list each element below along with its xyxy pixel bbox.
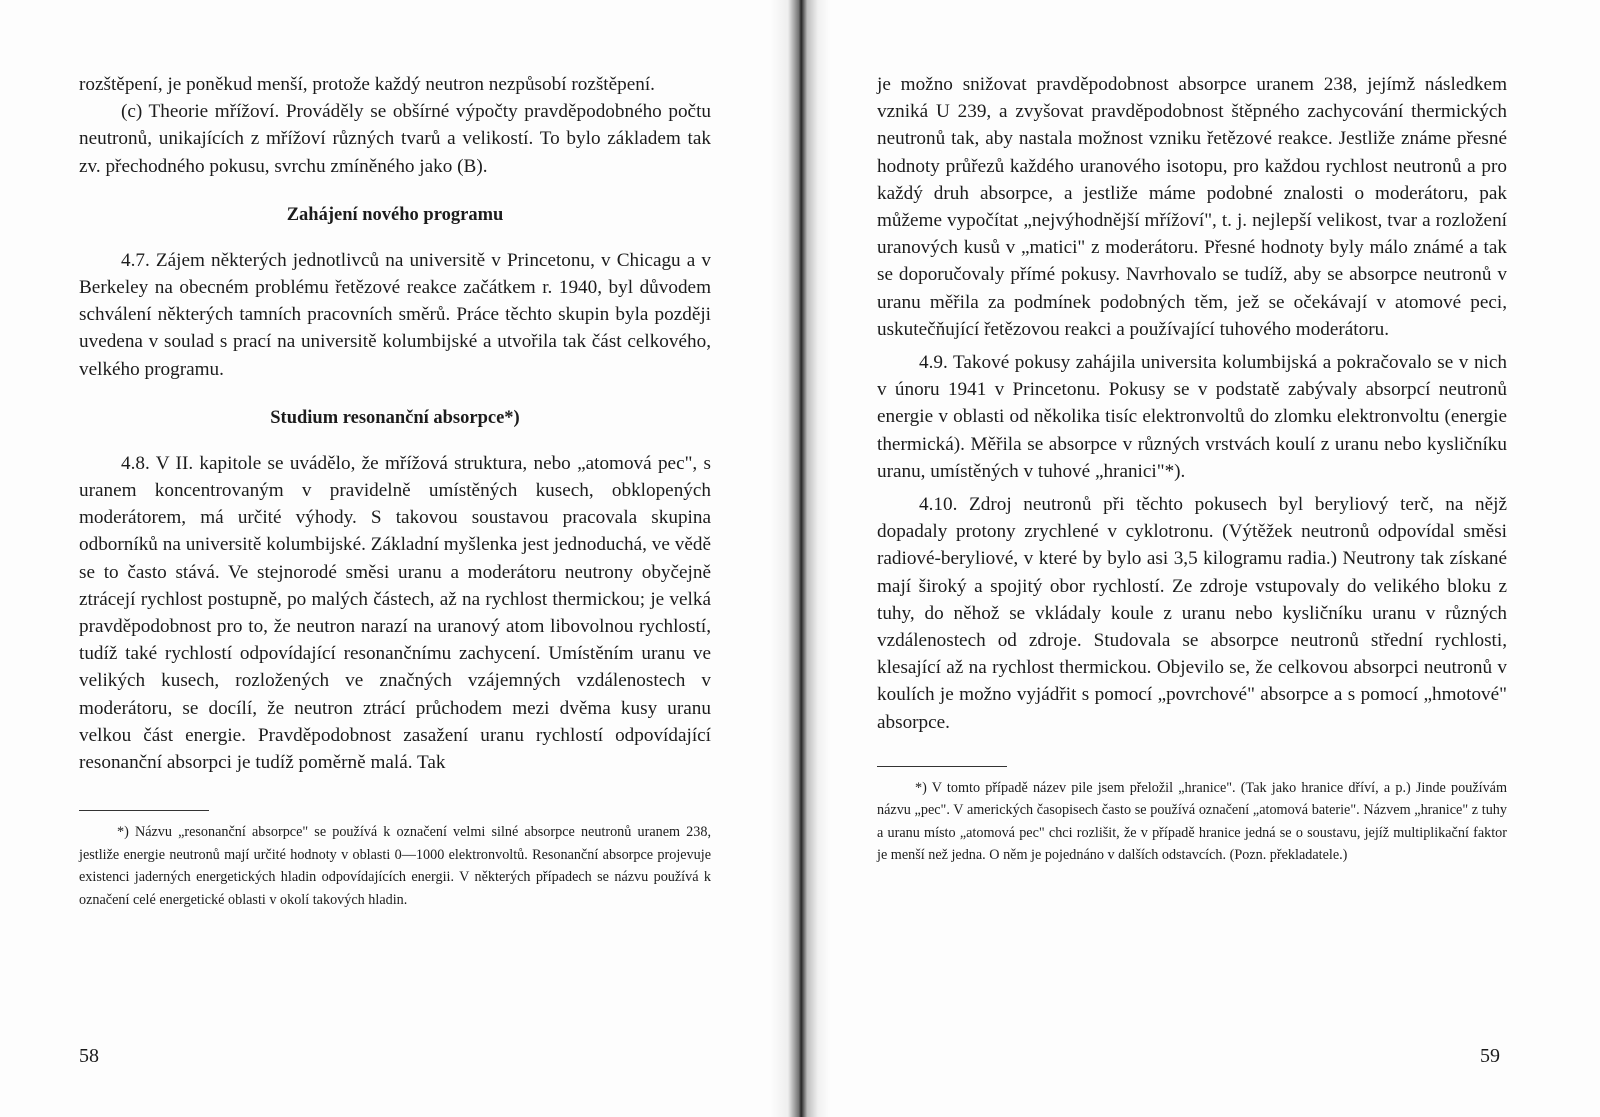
paragraph-continuation: je možno snižovat pravděpodobnost absorpce uranem 238, jejímž následkem vzniká U 239, a zvyšovat pravděpodobnost štěpného zachycování thermických neutronů tak, aby nastala možnost vzniku řetězové reakce. Jestliže známe přesné hodnoty průřezů každého uranového isotopu, pro každou rychlost neutronů a pro každý druh absorpce, a jestliže máme podobné znalosti o moderátoru, pak můžeme vypočítat „nejvýhodnější mřížoví", t. j. nejlepší velikost, tvar a rozložení uranových kusů v „matici" z moderátoru. Přesné hodnoty byly málo známé a tak se doporučovaly přímé pokusy. Navrhovalo se tudíž, aby se absorpce neutronů v uranu měřila za podmínek podobných těm, jež se očekávají v atomové peci, uskutečňující řetězovou reakci a používající tuhového moderátoru. [877, 74, 1507, 340]
paragraph-4-10: 4.10. Zdroj neutronů při těchto pokusech byl beryliový terč, na nějž dopadaly protony zrychlené v cyklotronu. (Výtěžek neutronů odpovídal směsi radiové-beryliové, v které by bylo asi 3,5 kilogramu radia.) Neutrony tak získané mají široký a spojitý obor rychlostí. Ze zdroje vstupovaly do velikého bloku z tuhy, do něhož se vkládaly koule z uranu nebo kysličníku uranu v různých vzdálenostech od zdroje. Studovala se absorpce neutronů střední rychlosti, klesající až na rychlost thermickou. Objevilo se, že celkovou absorpci neutronů v koulích je možno vyjádřit s pomocí „povrchové" absorpce a s pomocí „hmotové" absorpce. [877, 494, 1507, 733]
page-number-right: 59 [1480, 1045, 1500, 1067]
page-number-left: 58 [79, 1045, 99, 1067]
footnote-right: *) V tomto případě název pile jsem přeložil „hranice". (Tak jako hranice dříví, a p.) Jinde používám názvu „pec". V amerických časopisech často se používá označení „atomová baterie". Názvem „hranice" z tuhy a uranu místo „atomová pec" chci rozlišit, že v případě hranice jedná se o soustavu, jejíž multiplikační faktor je menší než jedna. O něm je pojednáno v dalších odstavcích. (Pozn. překladatele.) [877, 779, 1507, 864]
left-text-column [79, 71, 711, 911]
footnote-divider [877, 766, 1007, 767]
section-heading-new-program: Zahájení nového programu [286, 204, 504, 225]
paragraph-4-7: 4.7. Zájem některých jednotlivců na universitě v Princetonu, v Chicagu a v Berkeley na obecném problému řetězové reakce začátkem r. 1940, byl důvodem schválení některých tamních pracovních směrů. Práce těchto skupin byla později uvedena v soulad s prací na universitě kolumbijské a utvořila tak část celkového, velkého programu. [79, 249, 711, 380]
footnote-left: *) Názvu „resonanční absorpce" se používá k označení velmi silné absorpce neutronů uranem 238, jestliže energie neutronů mají určité hodnoty v oblasti 0—1000 elektronvoltů. Resonanční absorpce projevuje existenci jaderných energetických hladin odpovídajících energii. V některých případech se názvu používá k označení celé energetické oblasti v okolí takových hladin. [79, 824, 711, 908]
book-gutter-shadow [770, 0, 830, 1117]
footnote-divider [79, 810, 209, 811]
paragraph-4-8: 4.8. V II. kapitole se uvádělo, že mřížová struktura, nebo „atomová pec", s uranem koncentrovaným v pravidelně umístěných kusech, obklopených moderátorem, má určité výhody. S takovou soustavou pracovala skupina odborníků na universitě kolumbijské. Základní myšlenka jest jednoduchá, ve vědě se to často stává. Ve stejnorodé směsi uranu a moderátoru neutrony obyčejně ztrácejí rychlost postupně, po malých částech, až na rychlost thermickou; je velká pravděpodobnost pro to, že neutron narazí na uranový atom libovolnou rychlostí, tudíž také rychlostí odpovídající resonančnímu zachycení. Umístěním uranu ve velikých kusech, rozložených ve značných vzájemných vzdálenostech v moderátoru, se docílí, že neutron ztrácí průchodem mezi dvěma kusy uranu velkou část energie. Pravděpodobnost zasažení uranu rychlostí odpovídající resonanční absorpci je tudíž poměrně malá. Tak [79, 452, 711, 774]
paragraph-lattice-theory: (c) Theorie mřížoví. Prováděly se obšírné výpočty pravděpodobného počtu neutronů, unikajících z mřížoví různých tvarů a velikostí. To bylo základem tak zv. přechodného pokusu, svrchu zmíněného jako (B). [79, 101, 711, 177]
right-page [800, 0, 1600, 1117]
paragraph-intro: rozštěpení, je poněkud menší, protože každý neutron nezpůsobí rozštěpení. [79, 74, 655, 95]
paragraph-4-9: 4.9. Takové pokusy zahájila universita kolumbijská a pokračovalo se v nich v únoru 1941 v Princetonu. Pokusy se v podstatě zabývaly absorpcí neutronů energie v oblasti od několika tisíc elektronvoltů do zlomku elektronvoltu (energie thermická). Měřila se absorpce v různých vrstvách koulí z uranu nebo kysličníku uranu, umístěných v tuhové „hranici"*). [877, 352, 1507, 482]
right-text-column [877, 71, 1507, 867]
section-heading-resonance-absorption: Studium resonanční absorpce*) [270, 407, 520, 428]
